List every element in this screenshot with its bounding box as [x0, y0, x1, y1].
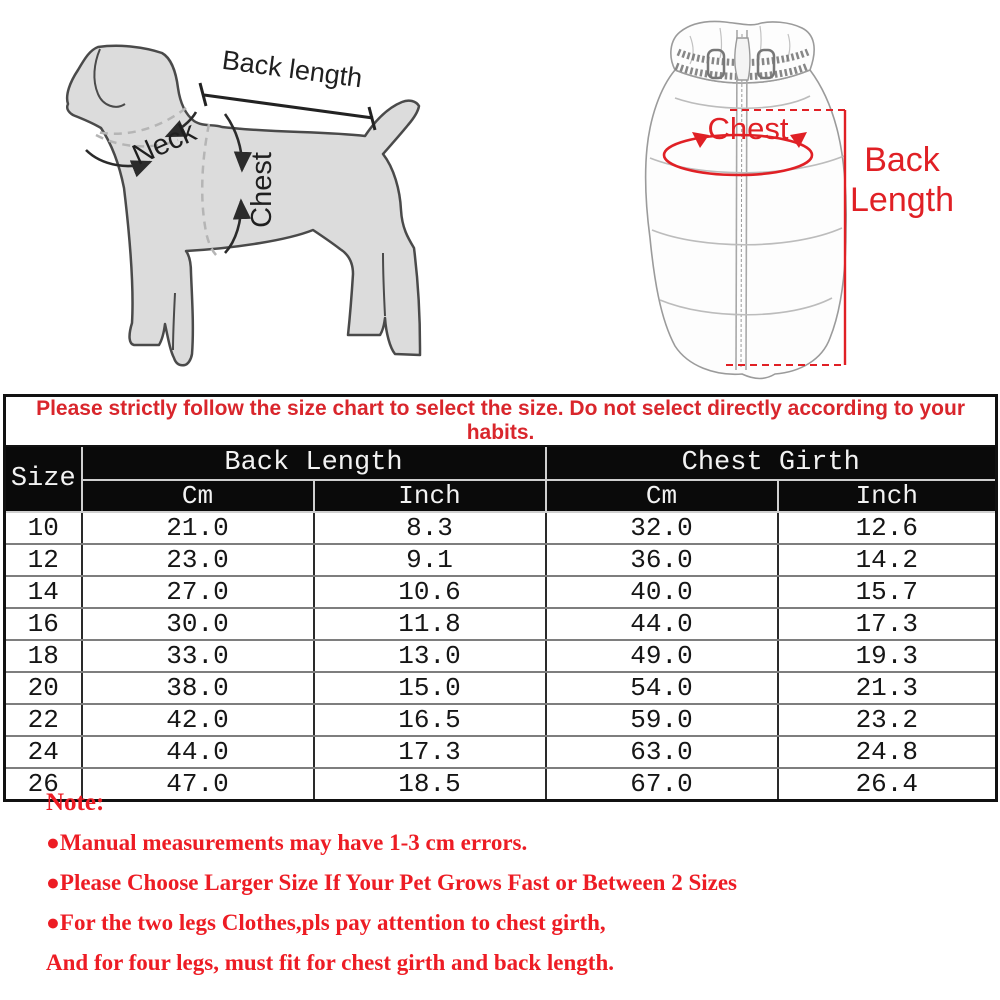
chest-cm-cell: 49.0 — [546, 640, 778, 672]
note-item-measurement-errors: ●Manual measurements may have 1-3 cm errors. — [46, 830, 528, 855]
notes-title: Note: — [46, 789, 105, 816]
back-inch-cell: 11.8 — [314, 608, 546, 640]
column-header-chest-girth: Chest Girth — [546, 446, 997, 480]
size-cell: 12 — [5, 544, 82, 576]
size-chart-warning-text: Please strictly follow the size chart to select the size. Do not select directly according to your habits. — [5, 396, 997, 447]
back-cm-cell: 27.0 — [82, 576, 314, 608]
back-inch-cell: 15.0 — [314, 672, 546, 704]
size-chart-table — [3, 394, 998, 802]
header-row-units — [5, 480, 997, 512]
chest-inch-cell: 21.3 — [778, 672, 997, 704]
size-row-18 — [5, 640, 997, 672]
back-cm-cell: 42.0 — [82, 704, 314, 736]
vest-chest-label: Chest — [707, 111, 789, 146]
chest-inch-cell: 26.4 — [778, 768, 997, 801]
back-inch-cell: 10.6 — [314, 576, 546, 608]
chest-inch-cell: 15.7 — [778, 576, 997, 608]
dog-diagram-svg — [28, 18, 488, 396]
note-item-two-legs: ●For the two legs Clothes,pls pay attention to chest girth, — [46, 910, 606, 935]
chest-inch-cell: 17.3 — [778, 608, 997, 640]
size-cell: 20 — [5, 672, 82, 704]
size-row-14 — [5, 576, 997, 608]
chest-cm-cell: 59.0 — [546, 704, 778, 736]
size-row-20 — [5, 672, 997, 704]
size-cell: 26 — [5, 768, 82, 801]
chest-inch-cell: 23.2 — [778, 704, 997, 736]
chest-inch-cell: 19.3 — [778, 640, 997, 672]
size-cell: 14 — [5, 576, 82, 608]
size-row-22 — [5, 704, 997, 736]
dog-neck-label: Neck — [127, 115, 202, 172]
size-cell: 24 — [5, 736, 82, 768]
column-header-back-inch: Inch — [314, 480, 546, 512]
chest-cm-cell: 44.0 — [546, 608, 778, 640]
chest-inch-cell: 12.6 — [778, 512, 997, 544]
back-cm-cell: 47.0 — [82, 768, 314, 801]
size-cell: 18 — [5, 640, 82, 672]
column-header-back-cm: Cm — [82, 480, 314, 512]
column-header-chest-inch: Inch — [778, 480, 997, 512]
column-header-size: Size — [5, 446, 82, 512]
dog-chest-label: Chest — [246, 152, 278, 228]
back-cm-cell: 23.0 — [82, 544, 314, 576]
size-cell: 22 — [5, 704, 82, 736]
chest-inch-cell: 24.8 — [778, 736, 997, 768]
back-inch-cell: 13.0 — [314, 640, 546, 672]
vest-back-length-label-line1: Back — [864, 141, 940, 179]
size-row-16 — [5, 608, 997, 640]
back-cm-cell: 21.0 — [82, 512, 314, 544]
column-header-chest-cm: Cm — [546, 480, 778, 512]
chest-cm-cell: 36.0 — [546, 544, 778, 576]
vest-back-length-label-line2: Length — [850, 181, 954, 219]
header-row-groups — [5, 446, 997, 480]
vest-diagram-svg — [630, 8, 1000, 393]
dog-silhouette — [67, 46, 420, 365]
dog-measurement-diagram — [28, 18, 488, 396]
size-row-10 — [5, 512, 997, 544]
note-item-choose-larger: ●Please Choose Larger Size If Your Pet Grows Fast or Between 2 Sizes — [46, 870, 737, 895]
notes-section — [46, 783, 966, 983]
chest-inch-cell: 14.2 — [778, 544, 997, 576]
size-cell: 16 — [5, 608, 82, 640]
column-header-back-length: Back Length — [82, 446, 546, 480]
back-cm-cell: 44.0 — [82, 736, 314, 768]
chest-cm-cell: 67.0 — [546, 768, 778, 801]
chest-cm-cell: 54.0 — [546, 672, 778, 704]
size-row-24 — [5, 736, 997, 768]
note-item-four-legs: And for four legs, must fit for chest girth and back length. — [46, 950, 614, 975]
back-cm-cell: 38.0 — [82, 672, 314, 704]
back-inch-cell: 17.3 — [314, 736, 546, 768]
dog-back-length-label: Back length — [220, 44, 365, 94]
back-inch-cell: 9.1 — [314, 544, 546, 576]
back-inch-cell: 16.5 — [314, 704, 546, 736]
chest-cm-cell: 40.0 — [546, 576, 778, 608]
vest-measurement-diagram — [630, 8, 1000, 393]
chest-cm-cell: 63.0 — [546, 736, 778, 768]
back-cm-cell: 33.0 — [82, 640, 314, 672]
size-row-12 — [5, 544, 997, 576]
size-chart-warning-row — [5, 396, 997, 447]
back-inch-cell: 18.5 — [314, 768, 546, 801]
back-cm-cell: 30.0 — [82, 608, 314, 640]
chest-cm-cell: 32.0 — [546, 512, 778, 544]
back-inch-cell: 8.3 — [314, 512, 546, 544]
size-cell: 10 — [5, 512, 82, 544]
